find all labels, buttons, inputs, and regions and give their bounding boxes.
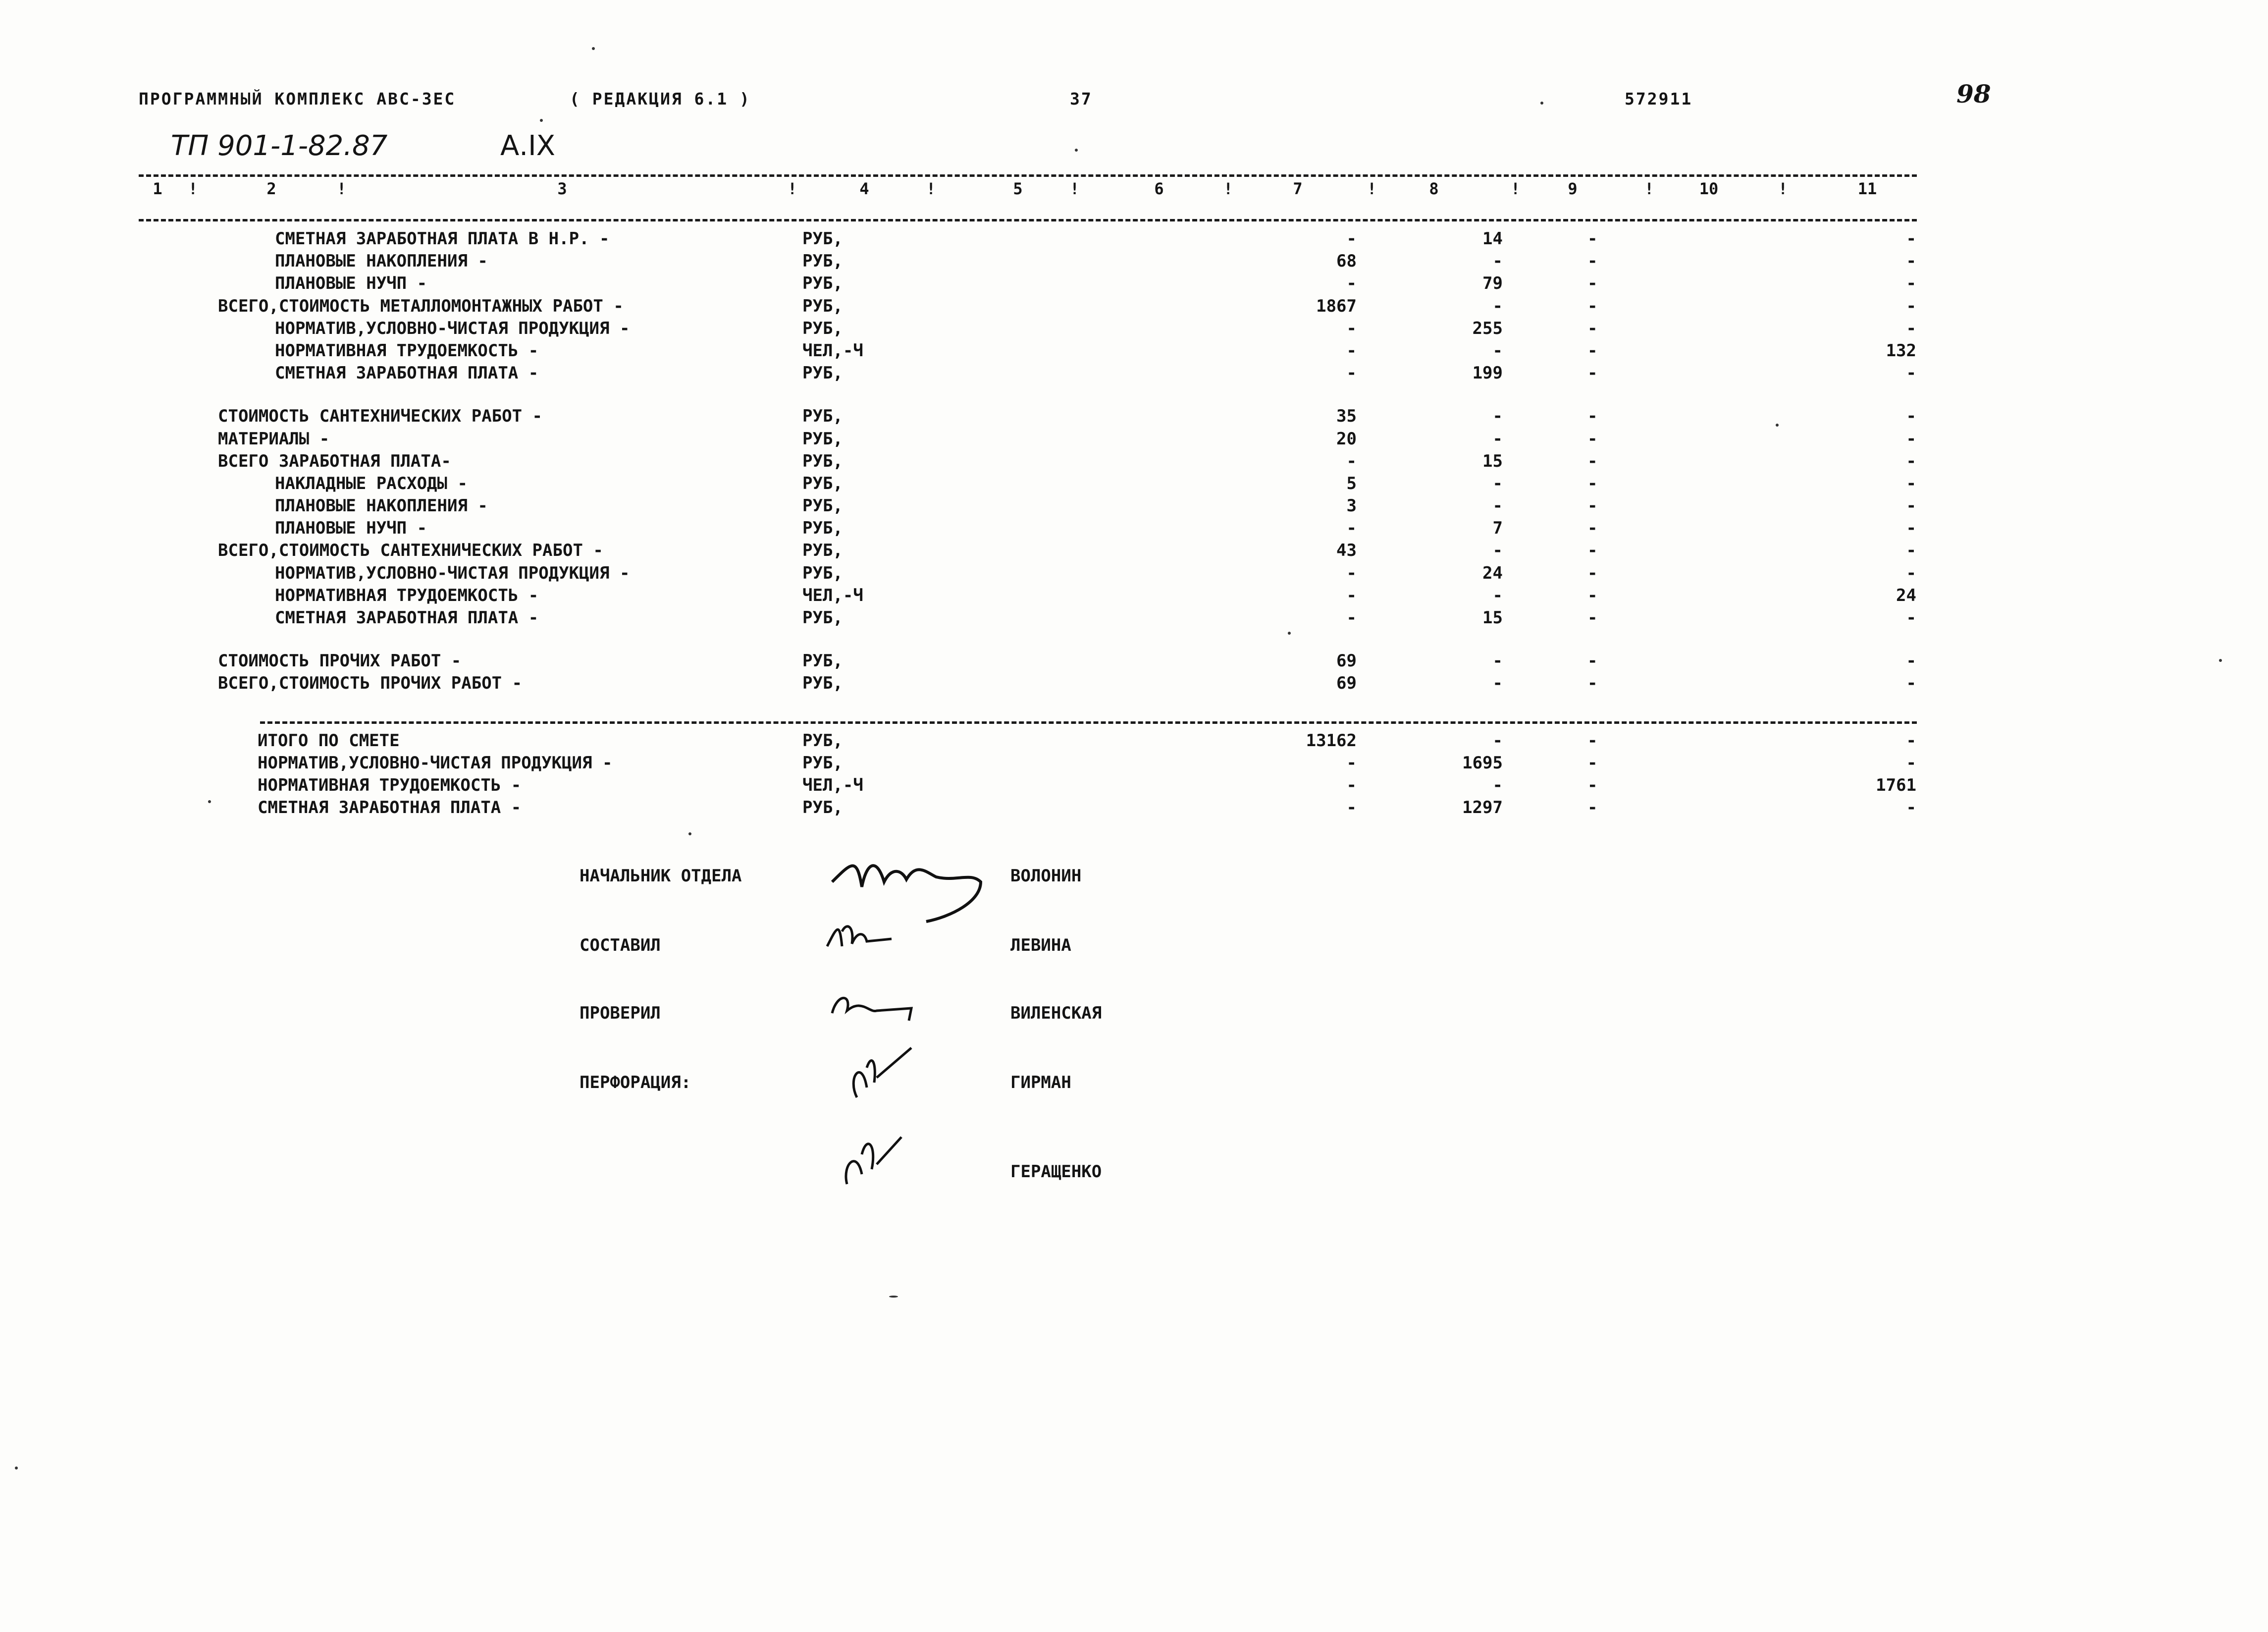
- row-name: НОРМАТИВ,УСЛОВНО-ЧИСТАЯ ПРОДУКЦИЯ -: [275, 563, 630, 583]
- column-header: 5: [1013, 179, 1023, 198]
- page-number: 98: [1956, 79, 1991, 109]
- row-col8: -: [1492, 731, 1503, 751]
- row-col9: -: [1587, 586, 1598, 605]
- scan-speck: [1776, 424, 1779, 427]
- row-name: СМЕТНАЯ ЗАРАБОТНАЯ ПЛАТА -: [275, 363, 539, 383]
- table-row: [0, 798, 2268, 819]
- row-col7: -: [1346, 319, 1357, 338]
- row-col7: 69: [1336, 673, 1357, 693]
- column-separator: !: [337, 179, 347, 198]
- column-header: 6: [1154, 179, 1164, 198]
- row-unit: РУБ,: [802, 251, 843, 271]
- row-unit: РУБ,: [802, 731, 843, 751]
- row-name: ВСЕГО ЗАРАБОТНАЯ ПЛАТА-: [218, 451, 451, 471]
- row-unit: РУБ,: [802, 319, 843, 338]
- row-unit: РУБ,: [802, 753, 843, 773]
- row-name: ПЛАНОВЫЕ НУЧП -: [275, 273, 427, 293]
- row-col11: -: [1906, 319, 1916, 338]
- document-code-number: 572911: [1625, 89, 1693, 109]
- table-row: [0, 563, 2268, 585]
- row-unit: РУБ,: [802, 273, 843, 293]
- row-unit: ЧЕЛ,-Ч: [802, 775, 863, 795]
- scan-speck: [688, 832, 691, 835]
- row-col9: -: [1587, 319, 1598, 338]
- row-col11: -: [1906, 474, 1916, 493]
- scan-speck: [15, 1467, 18, 1469]
- row-col9: -: [1587, 429, 1598, 449]
- signature-role: СОСТАВИЛ: [580, 935, 661, 955]
- scan-speck: [208, 800, 211, 803]
- table-row: [0, 541, 2268, 562]
- row-unit: РУБ,: [802, 451, 843, 471]
- table-row: [0, 273, 2268, 295]
- row-col8: 1695: [1462, 753, 1503, 773]
- row-name: СМЕТНАЯ ЗАРАБОТНАЯ ПЛАТА -: [275, 608, 539, 628]
- row-name: НОРМАТИВ,УСЛОВНО-ЧИСТАЯ ПРОДУКЦИЯ -: [258, 753, 613, 773]
- row-name: ВСЕГО,СТОИМОСТЬ МЕТАЛЛОМОНТАЖНЫХ РАБОТ -: [218, 296, 624, 316]
- row-name: ПЛАНОВЫЕ НАКОПЛЕНИЯ -: [275, 496, 488, 516]
- row-col11: -: [1906, 731, 1916, 751]
- table-row: [0, 363, 2268, 385]
- signatory-name: ЛЕВИНА: [1010, 935, 1071, 955]
- table-row: [0, 608, 2268, 630]
- column-separator: !: [1644, 179, 1654, 198]
- table-row: [0, 586, 2268, 607]
- column-separator: !: [1223, 179, 1233, 198]
- scan-speck: [1288, 632, 1291, 635]
- row-name: ПЛАНОВЫЕ НУЧП -: [275, 518, 427, 538]
- row-col7: 3: [1346, 496, 1357, 516]
- row-col8: -: [1492, 251, 1503, 271]
- row-col11: -: [1906, 518, 1916, 538]
- row-unit: РУБ,: [802, 541, 843, 560]
- column-separator: !: [1070, 179, 1080, 198]
- signatory-name: ВОЛОНИН: [1010, 866, 1082, 886]
- row-col9: -: [1587, 608, 1598, 628]
- row-col9: -: [1587, 406, 1598, 426]
- row-col7: 43: [1336, 541, 1357, 560]
- row-col7: 68: [1336, 251, 1357, 271]
- row-col8: -: [1492, 673, 1503, 693]
- row-col8: 15: [1482, 608, 1503, 628]
- column-separator: !: [788, 179, 797, 198]
- signature-mark-checker: [822, 983, 921, 1028]
- row-unit: РУБ,: [802, 474, 843, 493]
- row-col8: 79: [1482, 273, 1503, 293]
- row-col9: -: [1587, 273, 1598, 293]
- section-code: А.IX: [500, 130, 555, 162]
- scan-speck: [1540, 102, 1543, 105]
- column-separator: !: [1511, 179, 1521, 198]
- row-col11: -: [1906, 496, 1916, 516]
- column-separator: !: [926, 179, 936, 198]
- row-col11: -: [1906, 608, 1916, 628]
- row-col11: -: [1906, 429, 1916, 449]
- row-unit: РУБ,: [802, 563, 843, 583]
- table-row: [0, 251, 2268, 273]
- row-unit: РУБ,: [802, 798, 843, 817]
- table-row: [0, 753, 2268, 775]
- row-name: НОРМАТИВНАЯ ТРУДОЕМКОСТЬ -: [275, 341, 539, 361]
- table-row: [0, 429, 2268, 451]
- row-col11: 24: [1896, 586, 1916, 605]
- column-header: 2: [266, 179, 276, 198]
- row-unit: РУБ,: [802, 673, 843, 693]
- row-col11: 132: [1886, 341, 1916, 361]
- row-col9: -: [1587, 363, 1598, 383]
- row-unit: ЧЕЛ,-Ч: [802, 586, 863, 605]
- row-col7: -: [1346, 451, 1357, 471]
- row-col7: 69: [1336, 651, 1357, 671]
- table-row: [0, 651, 2268, 673]
- table-row: [0, 406, 2268, 428]
- column-header: 10: [1699, 179, 1719, 198]
- column-header: 3: [557, 179, 567, 198]
- row-col8: -: [1492, 429, 1503, 449]
- row-col9: -: [1587, 541, 1598, 560]
- program-title: ПРОГРАММНЫЙ КОМПЛЕКС АВС-ЗЕС: [139, 89, 456, 109]
- row-name: СТОИМОСТЬ ПРОЧИХ РАБОТ -: [218, 651, 462, 671]
- signatory-name: ГИРМАН: [1010, 1073, 1071, 1092]
- row-col8: -: [1492, 474, 1503, 493]
- column-header: 8: [1429, 179, 1439, 198]
- totals-rule: [260, 721, 1917, 724]
- row-col9: -: [1587, 775, 1598, 795]
- row-col11: -: [1906, 451, 1916, 471]
- row-unit: РУБ,: [802, 496, 843, 516]
- sheet-number: 37: [1070, 89, 1093, 109]
- row-col8: -: [1492, 541, 1503, 560]
- row-col11: -: [1906, 541, 1916, 560]
- table-row: [0, 731, 2268, 753]
- scan-speck: [2219, 659, 2222, 662]
- row-name: ПЛАНОВЫЕ НАКОПЛЕНИЯ -: [275, 251, 488, 271]
- row-col7: -: [1346, 518, 1357, 538]
- table-row: [0, 673, 2268, 695]
- table-row: [0, 775, 2268, 797]
- row-col9: -: [1587, 341, 1598, 361]
- row-col8: -: [1492, 586, 1503, 605]
- row-col8: 199: [1472, 363, 1503, 383]
- row-col7: -: [1346, 273, 1357, 293]
- scan-speck: [1075, 149, 1078, 152]
- row-col7: -: [1346, 586, 1357, 605]
- row-name: НОРМАТИВ,УСЛОВНО-ЧИСТАЯ ПРОДУКЦИЯ -: [275, 319, 630, 338]
- column-header: 1: [153, 179, 162, 198]
- row-col9: -: [1587, 651, 1598, 671]
- row-col11: -: [1906, 651, 1916, 671]
- table-row: [0, 319, 2268, 340]
- row-unit: РУБ,: [802, 429, 843, 449]
- row-name: ИТОГО ПО СМЕТЕ: [258, 731, 400, 751]
- row-col9: -: [1587, 731, 1598, 751]
- signatory-name: ГЕРАЩЕНКО: [1010, 1162, 1102, 1182]
- row-col9: -: [1587, 296, 1598, 316]
- row-col11: -: [1906, 753, 1916, 773]
- row-col9: -: [1587, 229, 1598, 249]
- row-col11: -: [1906, 273, 1916, 293]
- row-col11: -: [1906, 251, 1916, 271]
- row-name: СМЕТНАЯ ЗАРАБОТНАЯ ПЛАТА В Н.Р. -: [275, 229, 610, 249]
- row-col7: -: [1346, 563, 1357, 583]
- row-name: ВСЕГО,СТОИМОСТЬ ПРОЧИХ РАБОТ -: [218, 673, 523, 693]
- row-col9: -: [1587, 673, 1598, 693]
- column-separator: !: [1778, 179, 1788, 198]
- row-col9: -: [1587, 496, 1598, 516]
- row-col11: -: [1906, 673, 1916, 693]
- row-col11: -: [1906, 406, 1916, 426]
- row-col9: -: [1587, 251, 1598, 271]
- row-col8: -: [1492, 651, 1503, 671]
- row-col8: 7: [1492, 518, 1503, 538]
- column-separator: !: [188, 179, 198, 198]
- row-col11: 1761: [1876, 775, 1916, 795]
- row-col7: 1867: [1316, 296, 1357, 316]
- row-name: НОРМАТИВНАЯ ТРУДОЕМКОСТЬ -: [258, 775, 522, 795]
- column-header: 11: [1857, 179, 1877, 198]
- table-row: [0, 229, 2268, 251]
- row-unit: ЧЕЛ,-Ч: [802, 341, 863, 361]
- row-col8: -: [1492, 296, 1503, 316]
- row-name: НОРМАТИВНАЯ ТРУДОЕМКОСТЬ -: [275, 586, 539, 605]
- column-header: 7: [1293, 179, 1303, 198]
- row-col9: -: [1587, 563, 1598, 583]
- row-col7: -: [1346, 229, 1357, 249]
- row-unit: РУБ,: [802, 406, 843, 426]
- row-col8: 255: [1472, 319, 1503, 338]
- row-col11: -: [1906, 563, 1916, 583]
- row-col8: -: [1492, 496, 1503, 516]
- table-row: [0, 341, 2268, 363]
- signature-role: НАЧАЛЬНИК ОТДЕЛА: [580, 866, 742, 886]
- row-col11: -: [1906, 229, 1916, 249]
- row-col8: -: [1492, 775, 1503, 795]
- row-col8: 14: [1482, 229, 1503, 249]
- row-unit: РУБ,: [802, 363, 843, 383]
- table-row: [0, 518, 2268, 540]
- scan-speck: [592, 47, 595, 50]
- column-separator: !: [1367, 179, 1377, 198]
- header-rule-top: [139, 174, 1917, 177]
- signatory-name: ВИЛЕНСКАЯ: [1010, 1003, 1102, 1023]
- row-col11: -: [1906, 798, 1916, 817]
- row-col9: -: [1587, 753, 1598, 773]
- row-name: МАТЕРИАЛЫ -: [218, 429, 330, 449]
- table-row: [0, 451, 2268, 473]
- row-unit: РУБ,: [802, 518, 843, 538]
- row-col11: -: [1906, 363, 1916, 383]
- column-header: 4: [859, 179, 869, 198]
- signature-role: ПРОВЕРИЛ: [580, 1003, 661, 1023]
- edition-label: ( РЕДАКЦИЯ 6.1 ): [570, 89, 751, 109]
- signature-mark-compiler: [817, 907, 901, 961]
- row-name: ВСЕГО,СТОИМОСТЬ САНТЕХНИЧЕСКИХ РАБОТ -: [218, 541, 603, 560]
- row-unit: РУБ,: [802, 651, 843, 671]
- row-unit: РУБ,: [802, 296, 843, 316]
- signature-role: ПЕРФОРАЦИЯ:: [580, 1073, 691, 1092]
- row-col7: -: [1346, 341, 1357, 361]
- row-col8: 1297: [1462, 798, 1503, 817]
- column-header: 9: [1568, 179, 1578, 198]
- row-col9: -: [1587, 474, 1598, 493]
- signature-mark-perforation: [837, 1038, 926, 1107]
- row-col7: 20: [1336, 429, 1357, 449]
- row-col11: -: [1906, 296, 1916, 316]
- row-col8: -: [1492, 406, 1503, 426]
- row-col7: 5: [1346, 474, 1357, 493]
- row-col7: 13162: [1306, 731, 1357, 751]
- row-col8: 15: [1482, 451, 1503, 471]
- row-col9: -: [1587, 518, 1598, 538]
- row-col8: 24: [1482, 563, 1503, 583]
- scan-speck: [540, 119, 543, 122]
- row-col7: -: [1346, 608, 1357, 628]
- table-row: [0, 496, 2268, 518]
- row-unit: РУБ,: [802, 608, 843, 628]
- table-row: [0, 474, 2268, 495]
- row-col7: -: [1346, 798, 1357, 817]
- row-col9: -: [1587, 451, 1598, 471]
- row-name: СМЕТНАЯ ЗАРАБОТНАЯ ПЛАТА -: [258, 798, 522, 817]
- row-col7: -: [1346, 753, 1357, 773]
- row-col8: -: [1492, 341, 1503, 361]
- row-col7: -: [1346, 363, 1357, 383]
- scan-speck: [889, 1296, 898, 1298]
- row-name: НАКЛАДНЫЕ РАСХОДЫ -: [275, 474, 468, 493]
- table-row: [0, 296, 2268, 318]
- row-col7: -: [1346, 775, 1357, 795]
- row-col9: -: [1587, 798, 1598, 817]
- project-code: ТП 901-1-82.87: [171, 130, 388, 162]
- signature-mark-extra: [832, 1125, 916, 1194]
- header-rule-bottom: [139, 219, 1917, 221]
- row-unit: РУБ,: [802, 229, 843, 249]
- row-name: СТОИМОСТЬ САНТЕХНИЧЕСКИХ РАБОТ -: [218, 406, 543, 426]
- row-col7: 35: [1336, 406, 1357, 426]
